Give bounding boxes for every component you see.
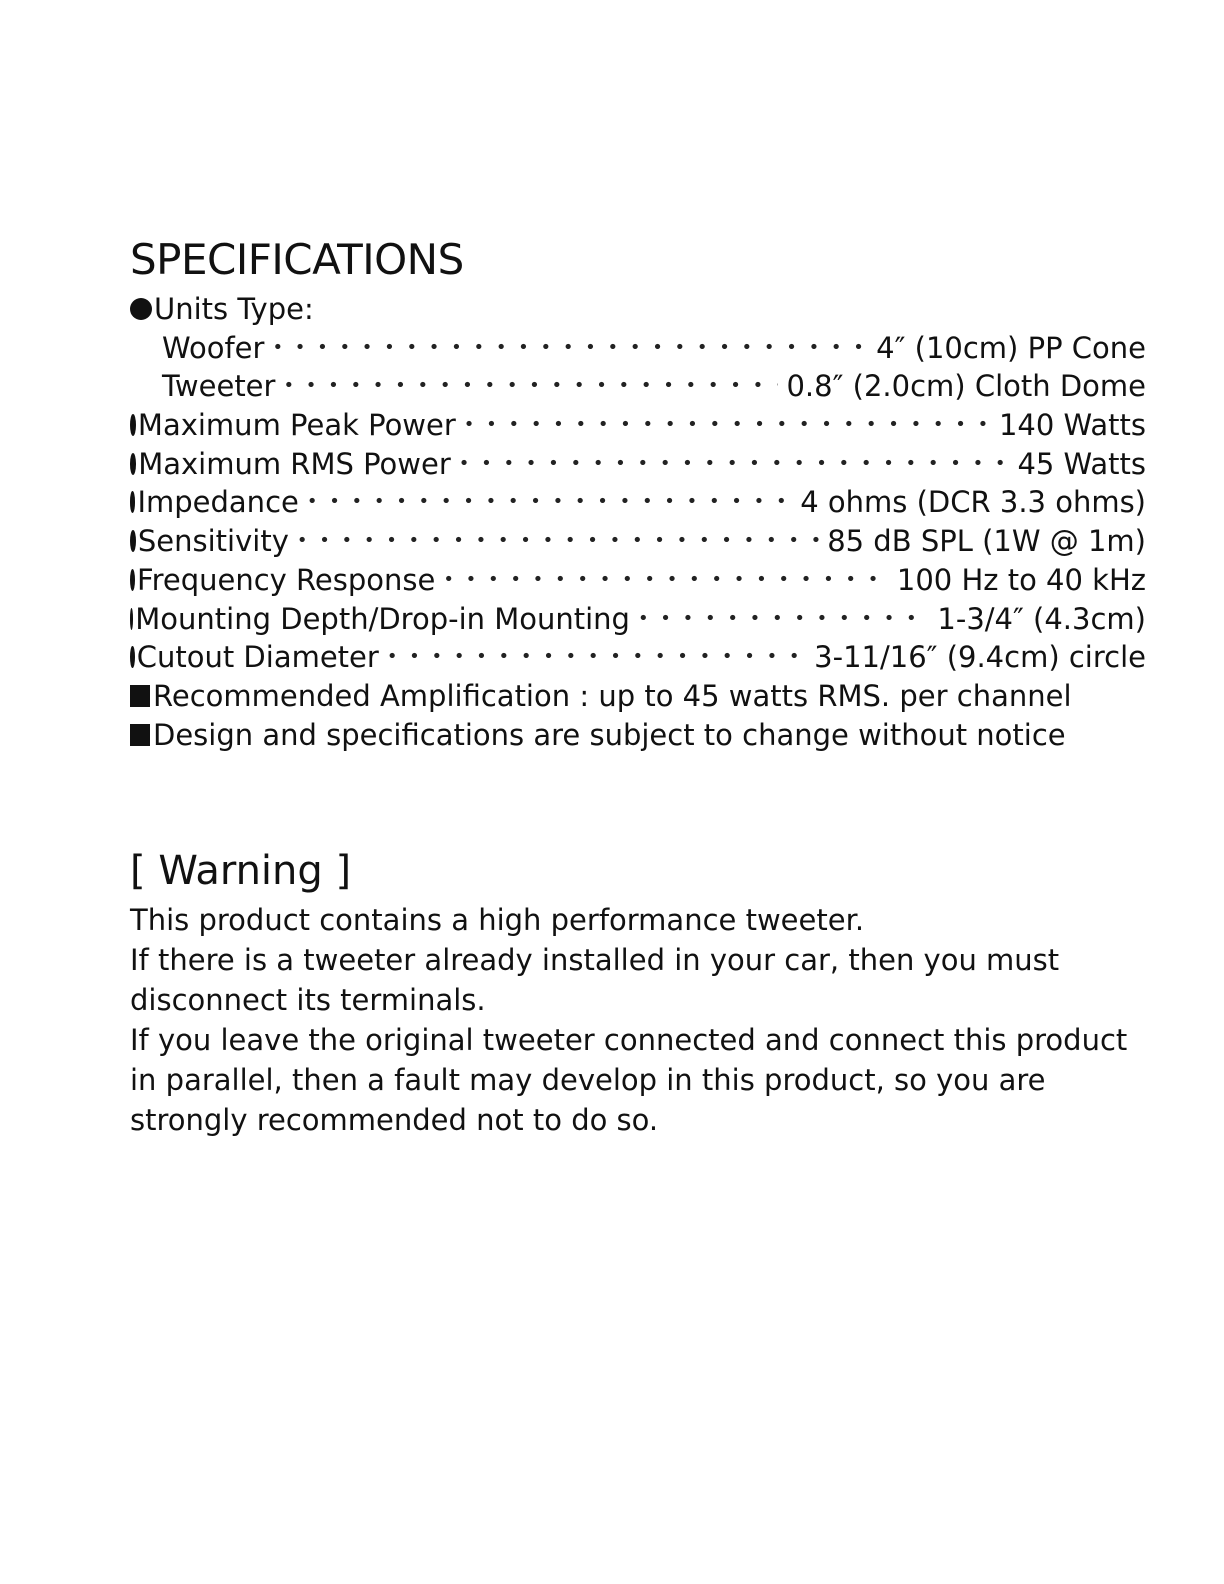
note-design-change — [130, 716, 1146, 755]
bullet-icon — [130, 530, 136, 552]
warning-paragraph: This product contains a high performance tweeter. — [130, 903, 865, 938]
warning-paragraph: If there is a tweeter already installed in your car, then you must disconnect its terminals. — [130, 943, 1060, 1018]
spec-value: 85 dB SPL (1W @ 1m) — [827, 524, 1146, 559]
spec-row-max-rms-power — [130, 445, 1146, 484]
spec-label: Maximum RMS Power — [138, 446, 451, 481]
spec-value: 1-3/4″ (4.3cm) — [937, 601, 1146, 636]
spec-label: Woofer — [162, 330, 265, 365]
bullet-icon — [130, 646, 135, 668]
spec-label: Maximum Peak Power — [137, 408, 456, 443]
spec-label: Frequency Response — [137, 562, 436, 597]
spec-label: Impedance — [137, 485, 299, 520]
bullet-icon — [130, 453, 136, 475]
note-recommended-amplification — [130, 677, 1146, 716]
note-text: Recommended Amplification : up to 45 watts RMS. per channel — [153, 678, 1072, 713]
warning-heading: [ Warning ] — [130, 848, 352, 895]
dot-leader — [638, 600, 929, 639]
spec-value: 4″ (10cm) PP Cone — [876, 330, 1146, 365]
spec-label: Cutout Diameter — [136, 640, 379, 675]
spec-row-max-peak-power — [130, 406, 1146, 445]
spec-value: 140 Watts — [998, 408, 1146, 443]
dot-leader — [459, 445, 1010, 484]
spec-row-cutout-diameter — [130, 638, 1146, 677]
spec-row-frequency-response — [130, 561, 1146, 600]
spec-label: Sensitivity — [137, 524, 289, 559]
dot-leader — [283, 367, 778, 406]
spec-row-impedance — [130, 483, 1146, 522]
spec-row-woofer — [130, 329, 1146, 368]
spec-row-sensitivity — [130, 522, 1146, 561]
spec-row-tweeter — [130, 367, 1146, 406]
dot-leader — [464, 406, 991, 445]
bullet-icon — [130, 569, 135, 591]
document-page — [130, 236, 1146, 1140]
spec-label: Mounting Depth/Drop-in Mounting — [135, 601, 630, 636]
spec-row-mounting-depth — [130, 600, 1146, 639]
spec-value: 3-11/16″ (9.4cm) circle — [814, 640, 1146, 675]
dot-leader — [307, 483, 792, 522]
spec-label: Units Type: — [154, 292, 314, 326]
dot-leader — [387, 638, 806, 677]
square-bullet-icon — [130, 724, 150, 746]
dot-leader — [297, 522, 819, 561]
spec-row-units-type — [130, 290, 1146, 329]
spec-label: Tweeter — [162, 369, 276, 404]
bullet-icon — [130, 491, 135, 513]
warning-body — [130, 900, 1146, 1140]
bullet-icon — [130, 414, 136, 436]
specifications-heading: SPECIFICATIONS — [130, 235, 464, 284]
note-text: Design and specifications are subject to change without notice — [153, 717, 1066, 752]
bullet-icon — [130, 608, 133, 630]
spec-value: 45 Watts — [1017, 446, 1146, 481]
dot-leader — [272, 329, 868, 368]
square-bullet-icon — [130, 685, 150, 707]
dot-leader — [443, 561, 889, 600]
bullet-icon — [130, 298, 152, 320]
spec-value: 0.8″ (2.0cm) Cloth Dome — [786, 369, 1146, 404]
spec-value: 100 Hz to 40 kHz — [896, 562, 1146, 597]
specifications-list — [130, 290, 1146, 754]
spec-value: 4 ohms (DCR 3.3 ohms) — [800, 485, 1146, 520]
warning-section — [130, 848, 1146, 1140]
warning-paragraph: If you leave the original tweeter connected and connect this product in parallel, then a fault may develop in this product, so you are strongly recommended not to do so. — [130, 1023, 1128, 1138]
